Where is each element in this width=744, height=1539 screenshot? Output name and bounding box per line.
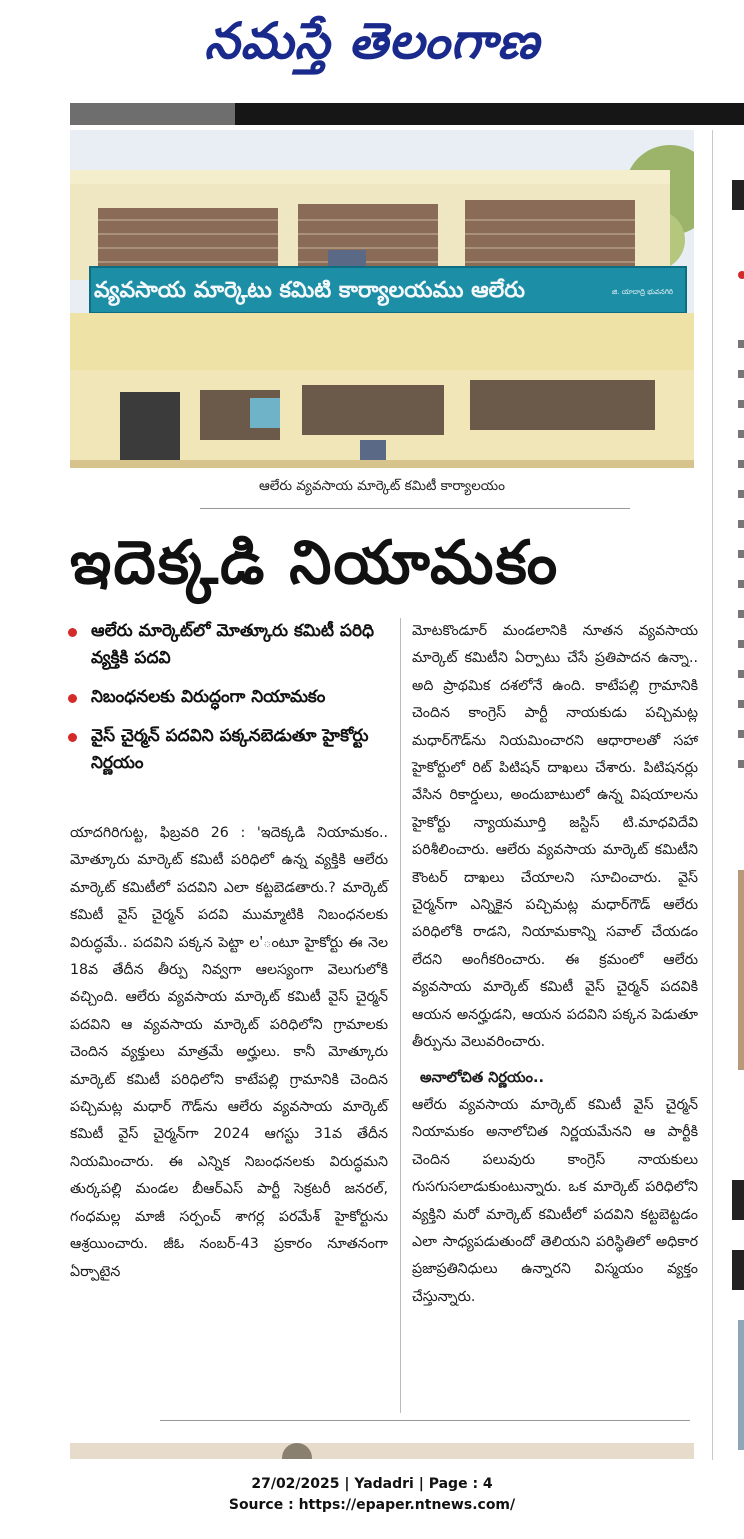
caption-rule [200, 508, 630, 509]
article-column-right [412, 618, 698, 1311]
article-end-rule [160, 1420, 690, 1421]
body-paragraph: యాదగిరిగుట్ట, ఫిబ్రవరి 26 : 'ఇదెక్కడి నియామకం.. మోత్కూరు మార్కెట్ కమిటీ పరిధిలో ఉన్న వ్యక్తికి ఆలేరు మార్కెట్ కమిటీలో పదవిని ఎలా కట్టబెడతారు.? మార్కెట్ కమిటీ వైస్ చైర్మన్ పదవి ముమ్మాటికి నిబంధనలకు విరుద్ధమే.. పదవిని పక్కన పెట్టా ల'ంటూ హైకోర్టు ఈ నెల 18వ తేదీన తీర్పు నివ్వగా ఆలస్యంగా వెలుగులోకి వచ్చింది. ఆలేరు వ్యవసాయ మార్కెట్ కమిటీ వైస్ చైర్మన్ పదవిని ఆ వ్యవసాయ మార్కెట్ పరిధిలోని గ్రామాలకు చెందిన వ్యక్తులు మాత్రమే అర్హులు. కానీ మోత్కూరు మార్కెట్ కమిటీ పరిధిలోని కాటేపల్లి గ్రామానికి చెందిన పచ్చిమట్ల మధార్ గౌడ్‌ను ఆలేరు వ్యవసాయ మార్కెట్ కమిటీ వైస్ చైర్మన్‌గా 2024 ఆగస్టు 31వ తేదీన నియమించారు. ఈ ఎన్నిక నిబంధనలకు విరుద్ధమని తుర్కపల్లి మండల బీఆర్‌ఎస్ పార్టీ సెక్రటరీ జనరల్, గంధమల్ల మాజీ సర్పంచ్ శాగర్ల పరమేశ్ హైకోర్టును ఆశ్రయించారు. జీఓ నంబర్-43 ప్రకారం నూతనంగా ఏర్పాటైన [70, 825, 388, 1280]
highlight-text: ఆలేరు మార్కెట్‌లో మోత్కూరు కమిటీ పరిధి వ్యక్తికి పదవి [91, 621, 375, 668]
masthead-title: నమస్తే తెలంగాణ [204, 12, 540, 70]
highlight-item [68, 618, 388, 672]
highlight-item [68, 684, 388, 711]
article-column-left [70, 820, 388, 1286]
masthead [0, 0, 744, 95]
next-article-strip [70, 1443, 694, 1459]
sign-board-text: వ్యవసాయ మార్కెటు కమిటి కార్యాలయము ఆలేరు [94, 278, 525, 303]
header-bar-black [235, 103, 744, 125]
footer-source-link[interactable]: Source : https://epaper.ntnews.com/ [228, 1497, 516, 1513]
highlight-text: నిబంధనలకు విరుద్ధంగా నియామకం [91, 687, 326, 707]
header-bar-grey [70, 103, 235, 125]
adjacent-article-edge [718, 130, 744, 1460]
subheading: అనాలోచిత నిర్ణయం.. [420, 1069, 545, 1086]
bullet-dot-icon [68, 628, 77, 637]
footer-edition-info: 27/02/2025 | Yadadri | Page : 4 [251, 1476, 493, 1492]
headline: ఇదెక్కడి నియామకం [70, 528, 560, 598]
sign-board-small-text: జి. యాదాద్రి భువనగిరి [612, 288, 674, 296]
highlight-item [68, 723, 388, 777]
bullet-dot-icon [68, 694, 77, 703]
photo-caption: ఆలేరు వ్యవసాయ మార్కెట్ కమిటీ కార్యాలయం [258, 478, 506, 494]
page-column-divider [712, 130, 713, 1460]
page-footer [0, 1474, 744, 1516]
bullet-dot-icon [68, 733, 77, 742]
body-paragraph: ఆలేరు వ్యవసాయ మార్కెట్ కమిటీ వైస్ చైర్మన్ నియామకం అనాలోచిత నిర్ణయమేనని ఆ పార్టీకి చెందిన పలువురు కాంగ్రెస్ నాయకులు గుసగుసలాడుకుంటున్నారు. ఒక మార్కెట్ పరిధిలోని వ్యక్తిని మరో మార్కెట్ కమిటీలో పదవిని కట్టబెట్టడం ఎలా సాధ్యపడుతుందో తెలియని పరిస్థితిలో అధికార ప్రజాప్రతినిధులు ఉన్నారని విస్మయం వ్యక్తం చేస్తున్నారు. [412, 1096, 698, 1305]
body-paragraph: మోటకొండూర్ మండలానికి నూతన వ్యవసాయ మార్కెట్ కమిటీని ఏర్పాటు చేసే ప్రతిపాదన ఉన్నా.. అది ప్రాథమిక దశలోనే ఉంది. కాటేపల్లి గ్రామానికి చెందిన కాంగ్రెస్ పార్టీ నాయకుడు పచ్చిమట్ల మధార్‌గౌడ్‌ను నియమించారని ఆధారాలతో సహా హైకోర్టులో రిట్ పిటిషన్ దాఖలు చేశారు. పిటిషనర్లు వేసిన రికార్డులు, అందుబాటులో ఉన్న విషయాలను హైకోర్టు న్యాయమూర్తి జస్టిస్ టి.మాధవిదేవి పరిశీలించారు. ఆలేరు వ్యవసాయ మార్కెట్ కమిటీని కౌంటర్ దాఖలు చేయాలని సూచించారు. వైస్ చైర్మన్‌గా ఎన్నికైన పచ్చిమట్ల మధార్‌గౌడ్ ఆలేరు పరిధిలోకి రాడని, నియామకాన్ని సవాల్ చేయడం లేదని అంగీకరించారు. ఈ క్రమంలో ఆలేరు వ్యవసాయ మార్కెట్ కమిటీ వైస్ చైర్మన్ పదవికి ఆయన అనర్హుడని, ఆయన పదవిని పక్కన పెడుతూ తీర్పును వెలువరించారు. [412, 623, 698, 1051]
article-photo [70, 130, 694, 468]
highlight-text: వైస్ చైర్మన్ పదవిని పక్కనబెడుతూ హైకోర్టు నిర్ణయం [91, 726, 369, 773]
highlights-list [68, 618, 388, 789]
column-divider [400, 618, 401, 1413]
